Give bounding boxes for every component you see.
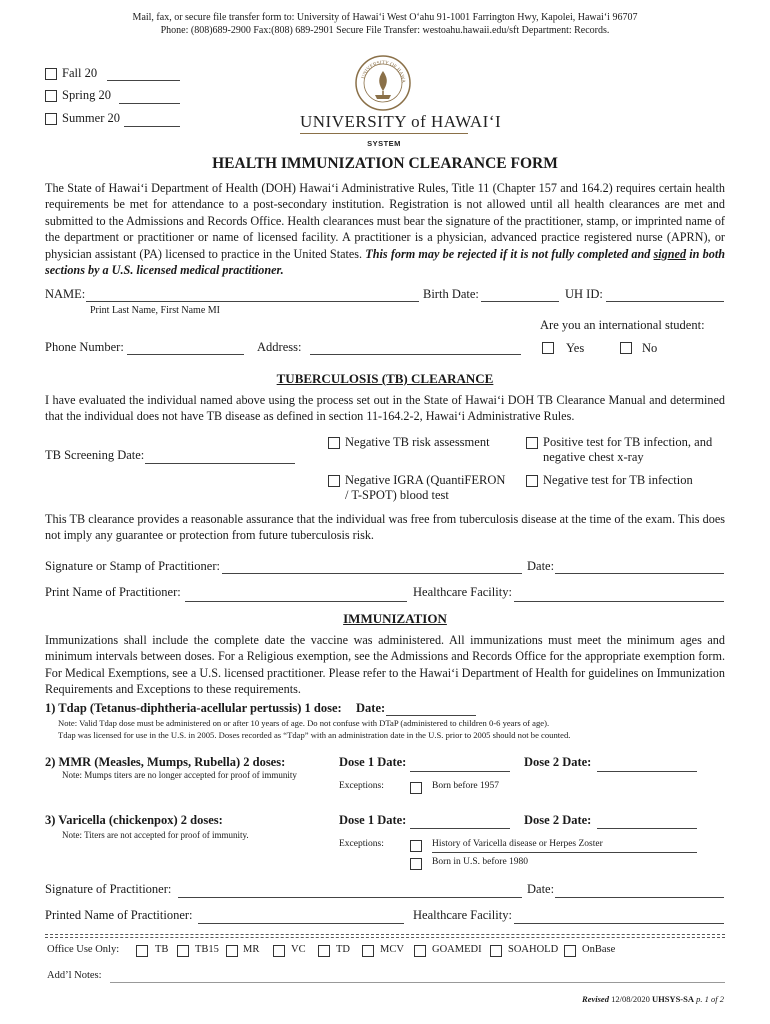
tb-negative-igra-label-1: Negative IGRA (QuantiFERON [345,473,506,487]
varicella-dose1-field[interactable] [410,828,510,829]
immunization-intro: Immunizations shall include the complete date the vaccine was administered. All immunizations must meet the minimum ages and minimum intervals between doses. For a Religious exemption, see the Admissions and Records Office for the appropriate exemption form. For Medical Exemptions, see a U.S. licensed practitioner. Please refer to the Hawaiʻi Department of Health for guidelines on Immunization Requirements and Exceptions to these requirements. [45,633,725,697]
fall-term-checkbox[interactable] [45,68,57,80]
tdap-date-label: Date: [356,701,386,715]
varicella-note: Note: Titers are not accepted for proof of immunity. [62,830,249,840]
header-contact-line [0,25,770,36]
varicella-dose2-field[interactable] [597,828,697,829]
seal-arc-text: UNIVERSITY OF HAWA [360,59,407,84]
intro-paragraph [45,180,725,278]
office-onbase-checkbox[interactable] [564,945,576,957]
office-td-label: TD [336,944,350,955]
tb-section-heading: TUBERCULOSIS (TB) CLEARANCE [276,371,494,386]
international-no-checkbox[interactable] [620,342,632,354]
immunization-heading: IMMUNIZATION [343,611,447,626]
form-code: UHSYS-SA [651,994,694,1004]
birth-date-field[interactable] [481,301,559,302]
international-yes-label: Yes [566,341,585,355]
varicella-dose1-label: Dose 1 Date: [339,813,407,827]
tb-date-field[interactable] [555,573,724,574]
tb-negative-igra-checkbox[interactable] [328,475,340,487]
varicella-history-checkbox[interactable] [410,840,422,852]
office-mr-checkbox[interactable] [226,945,238,957]
fall-term-label: Fall 20 [62,66,98,80]
tb-print-name-label: Print Name of Practitioner: [45,585,181,599]
office-vc-checkbox[interactable] [273,945,285,957]
tb-negative-igra-label-2: / T-SPOT) blood test [345,488,449,502]
tdap-date-field[interactable] [386,715,476,716]
page-number: p. 1 of 2 [696,994,724,1004]
system-label-row [300,133,468,151]
summer-term-checkbox[interactable] [45,113,57,125]
mmr-dose1-label: Dose 1 Date: [339,755,407,769]
tb-date-label: Date: [527,559,555,573]
office-soahold-checkbox[interactable] [490,945,502,957]
university-seal-icon [355,55,411,111]
intro-warning-signed: signed [653,246,687,261]
phone-label: Phone Number: [45,340,124,354]
tb-facility-label: Healthcare Facility: [413,585,512,599]
office-divider-bottom [45,937,725,938]
uh-id-label: UH ID: [565,287,603,301]
tb-positive-test-label-2: negative chest x-ray [543,450,644,464]
office-soahold-label: SOAHOLD [508,944,559,955]
address-field[interactable] [310,354,521,355]
imm-date-label: Date: [527,882,555,896]
varicella-dose2-label: Dose 2 Date: [524,813,592,827]
varicella-exceptions-label: Exceptions: [339,839,384,849]
tb-negative-test-checkbox[interactable] [526,475,538,487]
additional-notes-field[interactable] [110,982,725,983]
mmr-born-before-1957-label: Born before 1957 [432,781,500,791]
mmr-born-before-1957-checkbox[interactable] [410,782,422,794]
varicella-history-line[interactable] [432,852,697,853]
mmr-exceptions-label: Exceptions: [339,781,384,791]
international-question: Are you an international student: [540,318,705,332]
mmr-note: Note: Mumps titers are no longer accepted for proof of immunity [62,770,297,780]
address-label: Address: [257,340,302,354]
tb-statement: I have evaluated the individual named above using the process set out in the State of Hawaiʻi DOH TB Clearance Manual and determined that the individual does not have TB disease as defined in section 11-164.2-2, Hawaiʻi Administrative Rules. [45,393,725,424]
tdap-note-1: Note: Valid Tdap dose must be administered on or after 10 years of age. Do not confuse with DTaP (administered to children 0-6 years of age). [58,718,550,728]
header-address-line: Mail, fax, or secure file transfer form to: University of Hawaiʻi West Oʻahu 91-1001 Farrington Hwy, Kapolei, Hawaiʻi 96707 [132,12,638,23]
secure-file-transfer-link[interactable]: westoahu.hawaii.edu/sft [422,25,520,36]
international-yes-checkbox[interactable] [542,342,554,354]
office-tb-checkbox[interactable] [136,945,148,957]
office-divider-top [45,934,725,935]
name-hint: Print Last Name, First Name MI [90,305,220,316]
office-onbase-label: OnBase [582,944,616,955]
office-mr-label: MR [243,944,260,955]
international-no-label: No [642,341,658,355]
intro-text: The State of Hawaiʻi Department of Health (DOH) Hawaiʻi Administrative Rules, Title 11 (Chapter 157 and 164.2) requires certain health requirements be met for attendance to a post-secondary institution. Registration is not allowed until all health clearances are met and submitted to the Admissions and Records Office. Health clearances must bear the signature of the practitioner, stamp, or imprinted name of the department or practitioner or name of licensed facility. A practitioner is a physician, advanced practice registered nurse (APRN), or physician assistant (PA) licensed to practice in the United States. [45,181,725,261]
tb-disclaimer: This TB clearance provides a reasonable assurance that the individual was free from tuberculosis disease at the time of the exam. This does not imply any guarantee or protection from future tuberculosis risk. [45,512,725,543]
imm-date-field[interactable] [555,897,724,898]
wordmark-divider [300,133,468,134]
tb-negative-test-label: Negative test for TB infection [543,473,693,487]
office-td-checkbox[interactable] [318,945,330,957]
tb-facility-field[interactable] [514,601,724,602]
tb-screening-date-label: TB Screening Date: [45,448,145,462]
name-field[interactable] [86,301,419,302]
tb-positive-test-label-1: Positive test for TB infection, and [543,435,713,449]
name-label: NAME: [45,287,86,301]
tb-negative-risk-label: Negative TB risk assessment [345,435,490,449]
university-seal-logo [355,55,411,111]
office-tb-label: TB [155,944,169,955]
tb-positive-test-checkbox[interactable] [526,437,538,449]
tb-negative-risk-checkbox[interactable] [328,437,340,449]
revision-footer [582,994,724,1004]
header-department: Department: Records. [519,25,610,36]
spring-year-field[interactable] [119,103,180,104]
mmr-dose1-field[interactable] [410,771,510,772]
office-mcv-checkbox[interactable] [362,945,374,957]
office-goamedi-label: GOAMEDI [432,944,482,955]
tb-signature-field[interactable] [222,573,522,574]
fall-year-field[interactable] [107,80,180,81]
birth-date-label: Birth Date: [423,287,479,301]
summer-term-label: Summer 20 [62,111,120,125]
phone-field[interactable] [127,354,244,355]
uh-id-field[interactable] [606,301,724,302]
varicella-label: 3) Varicella (chickenpox) 2 doses: [45,813,223,827]
office-goamedi-checkbox[interactable] [414,945,426,957]
varicella-born-before-1980-label: Born in U.S. before 1980 [432,857,529,867]
office-use-label: Office Use Only: [47,944,120,955]
tdap-label: 1) Tdap (Tetanus-diphtheria-acellular pertussis) 1 dose: [45,701,342,715]
mmr-label: 2) MMR (Measles, Mumps, Rubella) 2 doses: [45,755,286,769]
summer-year-field[interactable] [124,126,180,127]
spring-term-checkbox[interactable] [45,90,57,102]
spring-term-label: Spring 20 [62,88,111,102]
header-phone-fax: Phone: (808)689-2900 Fax:(808) 689-2901 Secure File Transfer: [160,25,423,36]
imm-printed-name-label: Printed Name of Practitioner: [45,908,193,922]
office-mcv-label: MCV [380,944,404,955]
imm-facility-field[interactable] [514,923,724,924]
tb-screening-date-field[interactable] [145,463,295,464]
imm-signature-field[interactable] [178,897,522,898]
varicella-born-before-1980-checkbox[interactable] [410,858,422,870]
additional-notes-label: Add’l Notes: [47,970,102,981]
intro-warning-part2: in both sections by a U.S. licensed medical practitioner. [45,246,725,278]
imm-signature-label: Signature of Practitioner: [45,882,172,896]
form-title: HEALTH IMMUNIZATION CLEARANCE FORM [212,155,558,172]
office-vc-label: VC [291,944,306,955]
tdap-note-2: Tdap was licensed for use in the U.S. in 2005. Doses recorded as “Tdap” with an administration date in the U.S. prior to 2005 should not be counted. [58,730,571,740]
university-wordmark: UNIVERSITY of HAWAIʻI [300,112,502,131]
tb-signature-label: Signature or Stamp of Practitioner: [45,559,220,573]
imm-printed-name-field[interactable] [198,923,404,924]
system-label: SYSTEM [367,139,401,148]
intro-warning-part1: This form may be rejected if it is not fully completed and [365,246,654,261]
office-tb15-label: TB15 [195,944,219,955]
mmr-dose2-field[interactable] [597,771,697,772]
revised-label: Revised [582,994,609,1004]
mmr-dose2-label: Dose 2 Date: [524,755,592,769]
imm-facility-label: Healthcare Facility: [413,908,512,922]
tb-print-name-field[interactable] [185,601,407,602]
revised-date: 12/08/2020 [611,994,650,1004]
varicella-history-label: History of Varicella disease or Herpes Zoster [432,839,603,849]
office-tb15-checkbox[interactable] [177,945,189,957]
